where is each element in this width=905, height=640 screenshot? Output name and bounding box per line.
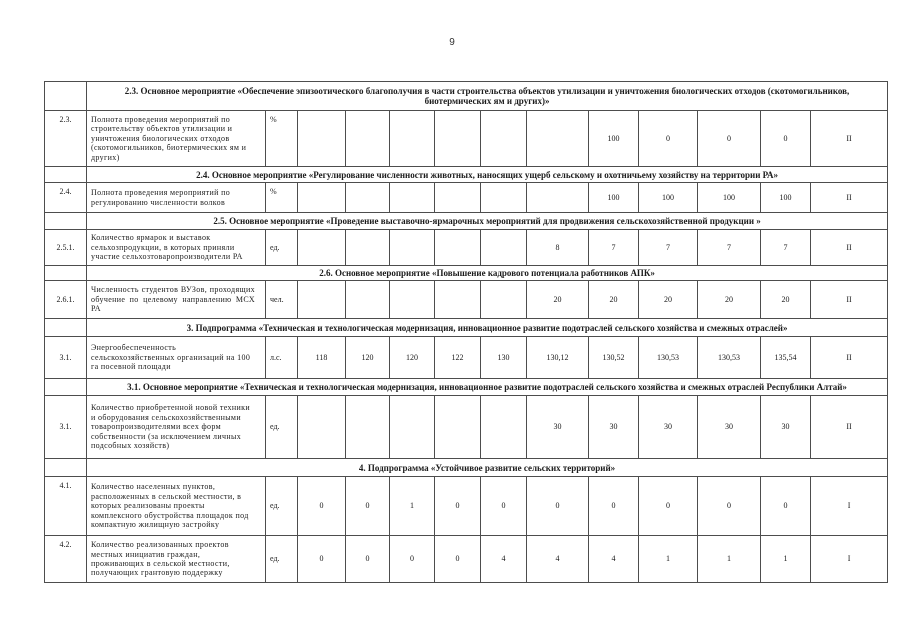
indicator-name: Полнота проведения мероприятий по регулированию численности волков [87,183,266,213]
indicator-name: Количество ярмарок и выставок сельхозпродукции, в которых приняли участие сельхозтоваропроизводители РА [87,230,266,266]
value-cell: 118 [298,337,346,379]
row-number: 3.1. [45,396,87,459]
empty-cell [45,213,87,230]
unit: % [266,183,298,213]
section-header-row [45,266,888,281]
value-cell [298,183,346,213]
value-cell: II [811,111,888,167]
section-header-row [45,82,888,111]
value-cell [298,396,346,459]
indicator-name: Численность студентов ВУЗов, проходящих обучение по целевому направлению МСХ РА [87,281,266,319]
indicator-name: Энергообеспеченность сельскохозяйственных организаций на 100 га посевной площади [87,337,266,379]
value-cell: 7 [639,230,698,266]
value-cell: 0 [435,536,481,583]
value-cell: II [811,230,888,266]
value-cell: 0 [639,111,698,167]
value-cell [527,183,589,213]
value-cell: 100 [639,183,698,213]
value-cell [390,183,435,213]
value-cell: 20 [527,281,589,319]
section-title: 2.5. Основное мероприятие «Проведение выставочно-ярмарочных мероприятий для продвижения сельскохозяйственной продукции » [87,213,888,230]
value-cell [390,281,435,319]
value-cell: 30 [639,396,698,459]
value-cell: 100 [761,183,811,213]
value-cell [481,230,527,266]
section-title: 4. Подпрограмма «Устойчивое развитие сельских территорий» [87,459,888,477]
section-header-row [45,167,888,183]
value-cell: 7 [589,230,639,266]
section-title: 2.6. Основное мероприятие «Повышение кадрового потенциала работников АПК» [87,266,888,281]
value-cell: 7 [761,230,811,266]
empty-cell [45,82,87,111]
section-header-row [45,213,888,230]
value-cell [346,183,390,213]
value-cell: 1 [761,536,811,583]
value-cell [346,111,390,167]
value-cell: 0 [698,111,761,167]
value-cell [435,183,481,213]
empty-cell [45,266,87,281]
value-cell: 1 [390,477,435,536]
row-number: 3.1. [45,337,87,379]
value-cell: 4 [481,536,527,583]
row-number: 4.1. [45,477,87,536]
indicator-row [45,337,888,379]
value-cell: 30 [698,396,761,459]
value-cell [298,281,346,319]
row-number: 2.4. [45,183,87,213]
value-cell: 120 [390,337,435,379]
empty-cell [45,379,87,396]
value-cell: 130,53 [698,337,761,379]
value-cell [481,183,527,213]
section-title: 2.4. Основное мероприятие «Регулирование численности животных, наносящих ущерб сельскому и охотничьему хозяйству на территории РА» [87,167,888,183]
value-cell [435,111,481,167]
row-number: 2.3. [45,111,87,167]
value-cell: 130 [481,337,527,379]
value-cell: 20 [589,281,639,319]
value-cell: 100 [589,111,639,167]
value-cell: II [811,396,888,459]
value-cell [390,230,435,266]
value-cell: 8 [527,230,589,266]
section-header-row [45,319,888,337]
value-cell: II [811,183,888,213]
page-number: 9 [449,37,455,48]
value-cell: 20 [698,281,761,319]
table-body [45,82,888,583]
value-cell: 130,53 [639,337,698,379]
unit: ед. [266,536,298,583]
value-cell: 7 [698,230,761,266]
unit: ед. [266,396,298,459]
unit: л.с. [266,337,298,379]
section-header-row [45,459,888,477]
value-cell: 0 [298,536,346,583]
value-cell: 0 [761,477,811,536]
value-cell [481,111,527,167]
value-cell: II [811,337,888,379]
section-title: 3.1. Основное мероприятие «Техническая и технологическая модернизация, инновационное развитие подотраслей сельского хозяйства и смежных отраслей Республики Алтай» [87,379,888,396]
indicator-row [45,281,888,319]
indicator-row [45,396,888,459]
value-cell: 4 [589,536,639,583]
value-cell: 0 [589,477,639,536]
indicators-table [44,81,888,583]
value-cell: 0 [298,477,346,536]
empty-cell [45,167,87,183]
value-cell [390,396,435,459]
row-number: 4.2. [45,536,87,583]
indicator-row [45,477,888,536]
value-cell: 122 [435,337,481,379]
value-cell: 0 [346,536,390,583]
empty-cell [45,319,87,337]
value-cell: 4 [527,536,589,583]
unit: % [266,111,298,167]
value-cell [298,230,346,266]
value-cell [481,281,527,319]
value-cell: 100 [589,183,639,213]
value-cell [435,396,481,459]
value-cell: 0 [435,477,481,536]
value-cell [346,281,390,319]
indicator-row [45,230,888,266]
value-cell: 100 [698,183,761,213]
value-cell: I [811,477,888,536]
value-cell [346,396,390,459]
value-cell [346,230,390,266]
value-cell [435,230,481,266]
unit: чел. [266,281,298,319]
value-cell: I [811,536,888,583]
value-cell: 30 [527,396,589,459]
value-cell: 30 [589,396,639,459]
value-cell: 0 [481,477,527,536]
indicator-name: Количество населенных пунктов, расположенных в сельской местности, в которых реализованы проекты комплексного обустройства площадок под компактную жилищную застройку [87,477,266,536]
section-title: 3. Подпрограмма «Техническая и технологическая модернизация, инновационное развитие подотраслей сельского хозяйства и смежных отраслей» [87,319,888,337]
unit: ед. [266,230,298,266]
row-number: 2.5.1. [45,230,87,266]
value-cell: 130,52 [589,337,639,379]
section-title: 2.3. Основное мероприятие «Обеспечение эпизоотического благополучия в части строительства объектов утилизации и уничтожения биологических отходов (скотомогильников, биотермических ям и других)» [87,82,888,111]
value-cell [298,111,346,167]
value-cell: 20 [639,281,698,319]
value-cell: 0 [761,111,811,167]
value-cell: 0 [527,477,589,536]
value-cell: 1 [698,536,761,583]
indicator-row [45,111,888,167]
value-cell [435,281,481,319]
value-cell: 30 [761,396,811,459]
value-cell: 1 [639,536,698,583]
section-header-row [45,379,888,396]
indicator-row [45,536,888,583]
value-cell [390,111,435,167]
value-cell: 0 [390,536,435,583]
value-cell [481,396,527,459]
indicator-name: Полнота проведения мероприятий по строительству объектов утилизации и уничтожения биологических отходов (скотомогильников, биотермических ям и других) [87,111,266,167]
value-cell: 0 [639,477,698,536]
row-number: 2.6.1. [45,281,87,319]
value-cell: 0 [346,477,390,536]
indicator-name: Количество реализованных проектов местных инициатив граждан, проживающих в сельской местности, получающих грантовую поддержку [87,536,266,583]
indicator-name: Количество приобретенной новой техники и оборудования сельскохозяйственными товаропроизводителями всех форм собственности (за исключением личных подсобных хозяйств) [87,396,266,459]
value-cell: II [811,281,888,319]
empty-cell [45,459,87,477]
indicator-row [45,183,888,213]
unit: ед. [266,477,298,536]
value-cell: 120 [346,337,390,379]
value-cell: 20 [761,281,811,319]
value-cell [527,111,589,167]
value-cell: 135,54 [761,337,811,379]
value-cell: 130,12 [527,337,589,379]
value-cell: 0 [698,477,761,536]
